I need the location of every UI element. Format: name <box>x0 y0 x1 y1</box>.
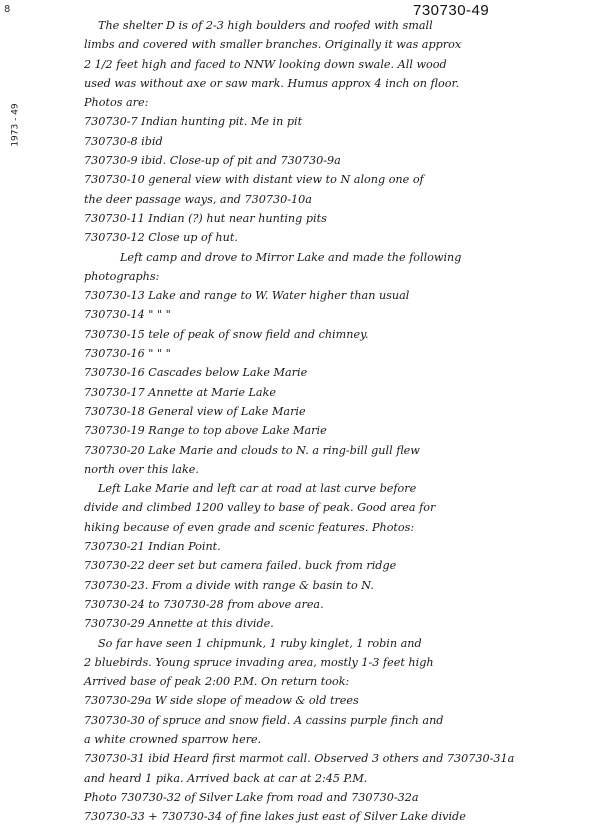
note-line: 730730-18 General view of Lake Marie <box>84 404 306 418</box>
note-line: 730730-8 ibid <box>84 134 163 148</box>
note-line: The shelter D is of 2-3 high boulders and roofed with small <box>98 19 433 32</box>
note-line: 730730-11 Indian (?) hut near hunting pits <box>84 211 327 225</box>
note-line: 730730-29a W side slope of meadow & old trees <box>84 694 359 708</box>
note-line: the deer passage ways, and 730730-10a <box>84 192 312 206</box>
note-lines <box>84 16 584 826</box>
note-line: So far have seen 1 chipmunk, 1 ruby kinglet, 1 robin and <box>98 636 422 650</box>
note-line: 730730-15 tele of peak of snow field and chimney. <box>84 327 369 341</box>
note-line: hiking because of even grade and scenic features. Photos: <box>84 520 415 534</box>
note-line: 730730-9 ibid. Close-up of pit and 730730-9a <box>84 154 341 168</box>
note-line: 730730-16 Cascades below Lake Marie <box>84 366 308 380</box>
note-line: north over this lake. <box>84 462 199 476</box>
note-line: 730730-19 Range to top above Lake Marie <box>84 424 327 438</box>
note-line: Photo 730730-32 of Silver Lake from road and 730730-32a <box>84 790 419 804</box>
note-line: 730730-13 Lake and range to W. Water higher than usual <box>84 289 410 303</box>
note-line: Arrived base of peak 2:00 P.M. On return took: <box>84 675 350 689</box>
note-line: used was without axe or saw mark. Humus approx 4 inch on floor. <box>84 76 460 90</box>
note-line: 730730-14 " " " <box>84 308 171 322</box>
note-line: 2 bluebirds. Young spruce invading area, mostly 1-3 feet high <box>84 655 434 669</box>
note-line: Left camp and drove to Mirror Lake and made the following <box>120 250 462 264</box>
note-line: 730730-31 ibid Heard first marmot call. Observed 3 others and 730730-31a <box>84 752 515 766</box>
page-number: 8 <box>4 4 11 15</box>
note-line: 730730-30 of spruce and snow field. A cassins purple finch and <box>84 713 444 727</box>
note-line: Left Lake Marie and left car at road at last curve before <box>98 482 417 496</box>
note-line: 730730-10 general view with distant view to N along one of <box>84 173 424 187</box>
note-line: and heard 1 pika. Arrived back at car at 2:45 P.M. <box>84 771 368 785</box>
note-line: 730730-17 Annette at Marie Lake <box>84 385 277 399</box>
note-line: 730730-29 Annette at this divide. <box>84 617 274 631</box>
note-line: 730730-24 to 730730-28 from above area. <box>84 597 324 611</box>
note-line: 730730-21 Indian Point. <box>84 540 221 554</box>
document-id: 730730-49 <box>413 2 490 19</box>
note-line: Photos are: <box>84 96 149 110</box>
note-line: a white crowned sparrow here. <box>84 732 262 746</box>
note-line: 730730-12 Close up of hut. <box>84 231 238 245</box>
note-line: 730730-16 " " " <box>84 347 171 361</box>
note-line: 730730-23. From a divide with range & basin to N. <box>84 578 374 592</box>
note-line: divide and climbed 1200 valley to base of peak. Good area for <box>84 501 436 515</box>
margin-note: 1973 - 49 <box>10 103 21 147</box>
note-line: 730730-20 Lake Marie and clouds to N. a ring-bill gull flew <box>84 443 420 457</box>
note-line: 730730-7 Indian hunting pit. Me in pit <box>84 115 303 129</box>
note-line: 2 1/2 feet high and faced to NNW looking down swale. All wood <box>84 57 447 71</box>
note-line: limbs and covered with smaller branches. Originally it was approx <box>84 38 462 52</box>
note-line: 730730-33 + 730730-34 of fine lakes just east of Silver Lake divide <box>84 810 466 824</box>
note-line: photographs: <box>84 269 160 283</box>
note-line: 730730-22 deer set but camera failed. buck from ridge <box>84 559 397 573</box>
